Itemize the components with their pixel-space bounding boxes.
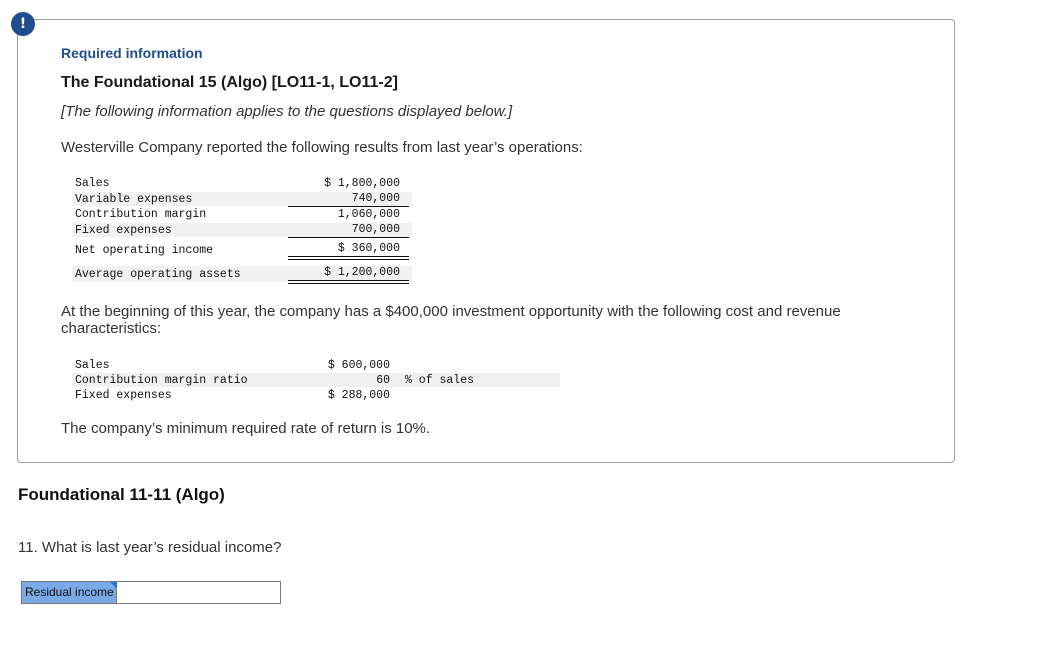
opportunity-row-label: Fixed expenses <box>75 389 172 402</box>
results-row-value: 700,000 <box>351 223 400 236</box>
opportunity-row-value: $ 288,000 <box>327 389 390 402</box>
intro-text: Westerville Company reported the following results from last year’s operations: <box>61 139 583 156</box>
results-row-label: Variable expenses <box>75 193 193 206</box>
subtotal-rule <box>288 206 409 207</box>
section-title: Foundational 11-11 (Algo) <box>18 485 225 504</box>
results-row-label: Sales <box>75 177 110 190</box>
alert-icon: ! <box>11 12 35 36</box>
subtotal-rule <box>288 237 409 238</box>
opportunity-row-label: Sales <box>75 359 110 372</box>
total-double-rule <box>288 256 409 260</box>
residual-income-input[interactable] <box>116 582 280 603</box>
total-double-rule <box>288 280 409 284</box>
results-row-label: Contribution margin <box>75 208 207 221</box>
opportunity-text: At the beginning of this year, the company has a $400,000 investment opportunity with the following cost and revenue characteristics: <box>61 303 841 337</box>
results-row-value: 1,060,000 <box>337 208 400 221</box>
applies-note: [The following information applies to the questions displayed below.] <box>61 103 513 120</box>
question-text: 11. What is last year’s residual income? <box>18 539 282 556</box>
problem-title: The Foundational 15 (Algo) [LO11-1, LO11-2] <box>61 74 398 91</box>
opportunity-row-unit: % of sales <box>405 374 475 387</box>
residual-income-label: Residual income <box>22 582 116 603</box>
residual-income-answer-row <box>21 581 281 604</box>
results-row-label: Fixed expenses <box>75 224 172 237</box>
opportunity-row-label: Contribution margin ratio <box>75 374 248 387</box>
results-row-value: $ 360,000 <box>337 242 400 255</box>
results-row-value: $ 1,200,000 <box>324 266 400 279</box>
required-rate-text: The company’s minimum required rate of return is 10%. <box>61 420 431 437</box>
results-row-label: Average operating assets <box>75 268 241 281</box>
opportunity-row-value: 60 <box>376 374 390 387</box>
required-information-heading: Required information <box>61 45 203 61</box>
opportunity-row-value: $ 600,000 <box>327 359 390 372</box>
results-row-label: Net operating income <box>75 244 214 257</box>
results-row-value: $ 1,800,000 <box>324 177 400 190</box>
results-row-value: 740,000 <box>351 192 400 205</box>
